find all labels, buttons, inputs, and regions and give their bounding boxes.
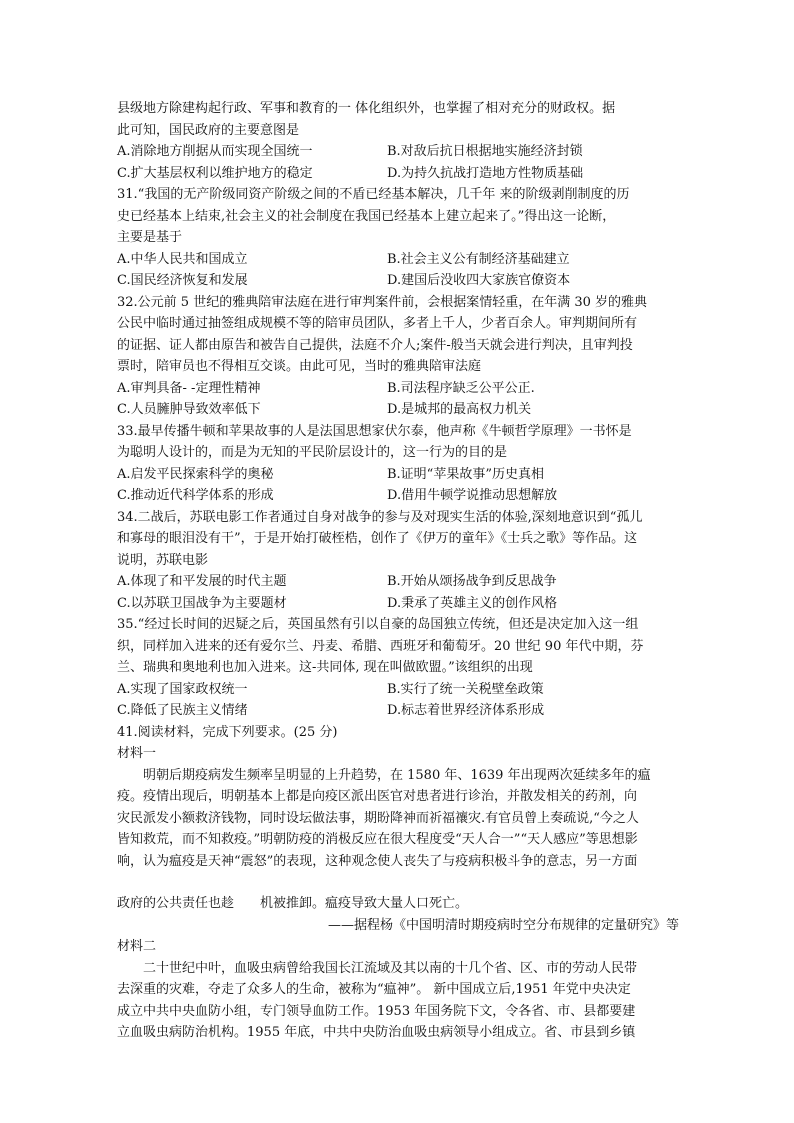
question-line: 公民中临时通过抽签组成规模不等的陪审员团队，多者上千人，少者百余人。审判期间所有 — [117, 316, 638, 331]
options-row — [117, 270, 679, 292]
option-d: D.标志着世界经济体系形成 — [387, 703, 545, 718]
option-c: C.降低了民族主义情绪 — [117, 703, 248, 718]
question-34 — [117, 507, 679, 615]
material-line: 去深重的灾难，夺走了众多人的生命，被称为“瘟神”。 新中国成立后,1951 年党中央决定 — [117, 982, 631, 997]
question-line: 的证据、证人都由原告和被告自己提供，法庭不介人;案件-般当天就会进行判决，且审判投 — [117, 337, 633, 353]
question-33 — [117, 421, 679, 507]
option-b: B.证明“苹果故事”历史真相 — [387, 466, 544, 482]
options-row — [117, 378, 679, 400]
options-row — [117, 679, 679, 701]
option-c: C.以苏联卫国战争为主要题材 — [117, 595, 287, 611]
material-1-label: 材料一 — [117, 746, 157, 761]
options-row — [117, 593, 679, 615]
material-line: 二十世纪中叶，血吸虫病曾给我国长江流域及其以南的十几个省、区、市的劳动人民带 — [143, 960, 638, 976]
exam-page — [117, 98, 679, 1044]
question-30-continuation — [117, 98, 679, 184]
option-a: A.体现了和平发展的时代主题 — [117, 574, 287, 589]
options-row — [117, 399, 679, 421]
material-line: 皆知救荒，而不知救疫。”明朝防疫的消极反应在很大程度受“天人合一”“天人感应”等思想影 — [117, 832, 638, 847]
option-c: C.推动近代科学体系的形成 — [117, 488, 274, 503]
material-line: 成立中共中央血防小组，专门领导血防工作。1953 年国务院下文，令各省、市、县都要建 — [117, 1003, 636, 1019]
question-line: 票时，陪审员也不得相互交谈。由此可见，当时的雅典陪审法庭 — [117, 359, 482, 374]
spacer — [117, 872, 679, 893]
option-d: D.借用牛顿学说推动思想解放 — [387, 488, 558, 503]
question-line: 县级地方除建构起行政、军事和教育的一 体化组织外，也掌握了相对充分的财政权。据 — [117, 101, 616, 116]
question-line: 此可知，国民政府的主要意图是 — [117, 122, 300, 138]
option-c: C.人员臃肿导致效率低下 — [117, 402, 261, 417]
options-row — [117, 464, 679, 486]
material-line: 立血吸虫病防治机构。1955 年底，中共中央防治血吸虫病领导小组成立。省、市县到乡镇 — [117, 1025, 636, 1040]
option-a: A.审判具备- -定理性精神 — [117, 380, 261, 396]
material-line: 灾民派发小额救济钱物，同时设坛做法事，期盼降神而祈福禳灾.有官员曾上奏疏说,“今之人 — [117, 810, 639, 826]
question-41 — [117, 722, 679, 1044]
option-b: B.对敌后抗日根据地实施经济封锁 — [387, 144, 583, 159]
question-line: 史已经基本上结束,社会主义的社会制度在我国已经基本上建立起来了。”得出这一论断， — [117, 208, 616, 224]
option-d: D.建国后没收四大家族官僚资本 — [387, 273, 571, 288]
option-a: A.启发平民探索科学的奥秘 — [117, 466, 274, 482]
material-2-label: 材料二 — [117, 939, 157, 954]
option-d: D.秉承了英雄主义的创作风格 — [387, 595, 558, 611]
material-1-source: ——据程杨《中国明清时期疫病时空分布规律的定量研究》等 — [327, 917, 679, 933]
question-35 — [117, 614, 679, 722]
question-line: 34.二战后，苏联电影工作者通过自身对战争的参与及对现实生活的体验,深刻地意识到“孤儿 — [117, 509, 643, 525]
question-line: 和寡母的眼泪没有干”，于是开始打破桎梏，创作了《伊万的童年》《士兵之歌》等作品。这 — [117, 531, 638, 546]
option-a: A.消除地方削据从而实现全国统一 — [117, 144, 313, 159]
question-line: 织，同样加入进来的还有爱尔兰、丹麦、希腊、西班牙和葡萄牙。20 世纪 90 年代中期，芬 — [117, 638, 644, 654]
question-line: 32.公元前 5 世纪的雅典陪审法庭在进行审判案件前，会根据案情轻重，在年满 30 岁的雅典 — [117, 294, 648, 310]
option-a: A.中华人民共和国成立 — [117, 251, 248, 267]
question-line: 33.最早传播牛顿和苹果故事的人是法国思想家伏尔泰，他声称《牛顿哲学原理》一书怀是 — [117, 423, 632, 439]
options-row — [117, 700, 679, 722]
option-b: B.社会主义公有制经济基础建立 — [387, 251, 570, 267]
question-31 — [117, 184, 679, 292]
option-d: D.是城邦的最高权力机关 — [387, 402, 532, 417]
question-32 — [117, 292, 679, 421]
question-line: 31.“我国的无产阶级同资产阶级之间的不盾已经基本解决，几千年 来的阶级剥削制度的历 — [117, 187, 630, 202]
options-row — [117, 163, 679, 185]
question-line: 兰、瑞典和奥地利也加入进来。这-共同体, 现在叫做欧盟。”该组织的出现 — [117, 660, 533, 675]
option-b: B.司法程序缺乏公平公正. — [387, 380, 535, 396]
options-row — [117, 249, 679, 271]
material-line: 明朝后期疫病发生频率呈明显的上升趋势，在 1580 年、1639 年出现两次延续多年的瘟 — [143, 767, 651, 783]
question-line: 说明，苏联电影 — [117, 552, 209, 568]
option-a: A.实现了国家政权统一 — [117, 681, 248, 697]
options-row — [117, 571, 679, 593]
question-heading: 41.阅读材料，完成下列要求。(25 分) — [117, 724, 338, 740]
material-line: 政府的公共责任也趁 机被推卸。瘟疫导致大量人口死亡。 — [117, 896, 469, 911]
option-d: D.为持久抗战打造地方性物质基础 — [387, 165, 584, 181]
question-line: 为聪明人设计的，而是为无知的平民阶层设计的，这一行为的目的是 — [117, 445, 508, 460]
option-c: C.扩大基层权利以维护地方的稳定 — [117, 165, 313, 181]
material-line: 响，认为瘟疫是天神“震怒”的表现，这种观念使人丧失了与疫病积极斗争的意志，另一方面 — [117, 853, 638, 869]
options-row — [117, 485, 679, 507]
option-b: B.开始从颂扬战争到反思战争 — [387, 574, 557, 589]
option-c: C.国民经济恢复和发展 — [117, 273, 248, 288]
material-line: 疫。疫情出现后，明朝基本上都是向疫区派出医官对患者进行诊治，并散发相关的药剂，向 — [117, 789, 638, 804]
question-line: 35.“经过长时间的迟疑之后，英国虽然有引以自豪的岛国独立传统，但还是决定加入这一组 — [117, 617, 639, 632]
option-b: B.实行了统一关税壁垒政策 — [387, 681, 544, 697]
options-row — [117, 141, 679, 163]
question-line: 主要是基于 — [117, 230, 183, 245]
